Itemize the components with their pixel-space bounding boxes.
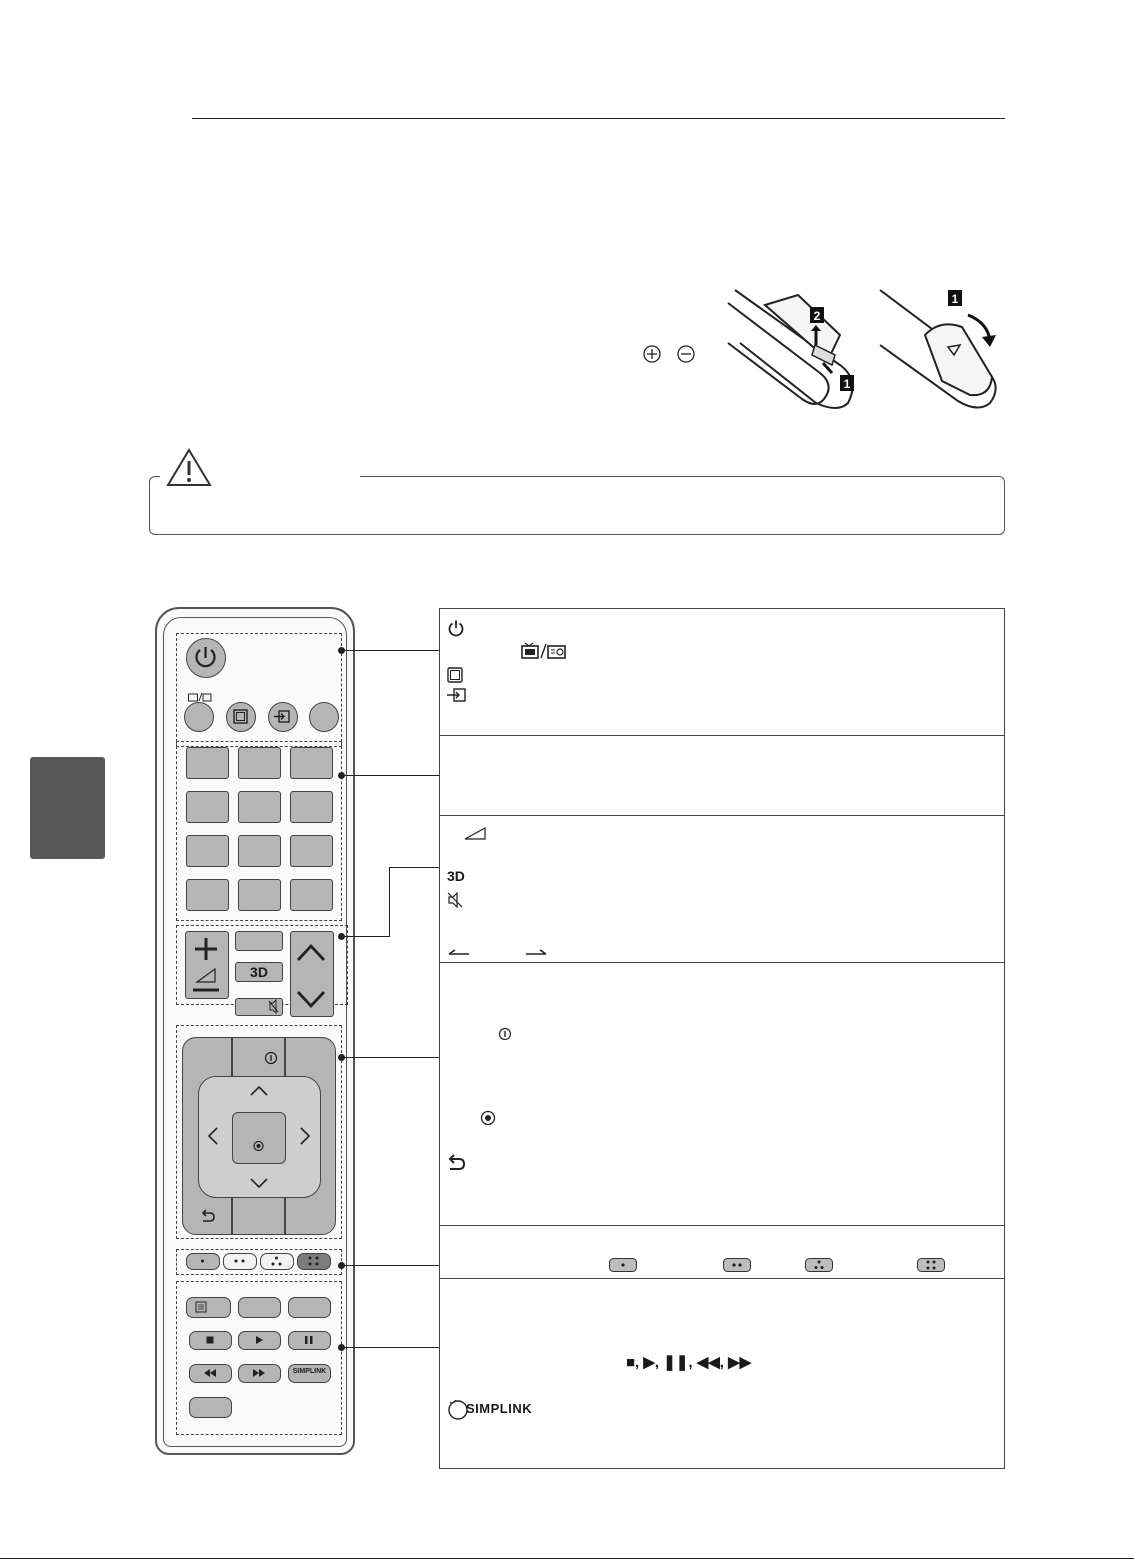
remote-pause-button[interactable] <box>288 1331 331 1350</box>
header-rule <box>192 118 1005 119</box>
remote-color-key-4[interactable] <box>297 1253 331 1270</box>
tv-radio-icon <box>188 689 212 699</box>
remote-simplink-label: SIMPLINK <box>292 1368 327 1375</box>
leader-line-power <box>342 650 439 651</box>
remote-number-button[interactable] <box>186 791 229 823</box>
caution-box <box>149 476 1005 535</box>
remote-window-button[interactable] <box>226 702 256 732</box>
remote-number-button[interactable] <box>290 747 333 779</box>
table-row-divider <box>440 815 1004 816</box>
arrow-right-icon <box>525 943 547 951</box>
remote-playback-button[interactable] <box>288 1297 331 1318</box>
remote-input-button[interactable] <box>268 702 298 732</box>
remote-color-key-2[interactable] <box>223 1253 257 1270</box>
remote-number-button[interactable] <box>186 879 229 911</box>
remote-tv-radio-button[interactable] <box>184 702 214 732</box>
remote-number-button[interactable] <box>238 835 281 867</box>
color-key-4-dots-icon <box>917 1258 945 1272</box>
input-icon <box>446 687 466 703</box>
leader-dot <box>338 1262 345 1269</box>
remote-color-key-3[interactable] <box>260 1253 294 1270</box>
back-icon[interactable] <box>200 1209 216 1223</box>
remote-simplink-button[interactable] <box>288 1364 331 1383</box>
tv-radio-icon <box>521 642 566 659</box>
button-description-table <box>439 608 1005 1469</box>
arrow-left-icon <box>448 943 470 951</box>
3d-icon <box>447 868 469 882</box>
table-row-divider <box>440 1225 1004 1226</box>
remote-number-button[interactable] <box>290 835 333 867</box>
info-icon[interactable] <box>264 1051 278 1065</box>
remote-control-illustration <box>155 607 355 1455</box>
battery-cover-open-illustration <box>720 285 870 415</box>
volume-wedge-icon <box>463 827 487 841</box>
remote-rewind-button[interactable] <box>189 1364 232 1383</box>
battery-polarity-symbols <box>641 344 699 364</box>
leader-dot <box>338 933 345 940</box>
remote-channel-rocker[interactable] <box>290 931 334 1017</box>
leader-line-numpad <box>342 775 439 776</box>
warning-triangle-icon <box>164 447 214 487</box>
remote-number-button[interactable] <box>186 747 229 779</box>
back-icon <box>446 1154 466 1172</box>
battery-cover-close-illustration <box>870 285 1010 415</box>
remote-number-button[interactable] <box>238 791 281 823</box>
remote-number-button[interactable] <box>290 879 333 911</box>
table-row-divider <box>440 735 1004 736</box>
leader-dot <box>338 647 345 654</box>
remote-3d-button[interactable] <box>235 962 283 982</box>
color-key-2-dots-icon <box>723 1258 751 1272</box>
simplink-logo-text: SIMPLINK <box>466 1401 533 1416</box>
svg-text:2: 2 <box>813 309 821 323</box>
remote-bottom-button[interactable] <box>189 1397 232 1418</box>
panel-divider <box>231 1195 233 1235</box>
remote-small-button[interactable] <box>235 931 283 951</box>
3d-icon-label: 3D <box>447 868 465 884</box>
panel-divider <box>284 1195 286 1235</box>
remote-power-button[interactable] <box>186 638 226 678</box>
remote-mute-button[interactable] <box>235 998 283 1016</box>
remote-volume-rocker[interactable] <box>185 931 229 999</box>
power-icon <box>447 619 465 637</box>
leader-line-navigation <box>342 1057 439 1058</box>
leader-dot <box>338 1344 345 1351</box>
remote-play-button[interactable] <box>238 1331 281 1350</box>
remote-text-button[interactable] <box>186 1297 231 1318</box>
mute-icon <box>447 892 463 908</box>
playback-controls-icon: ■, ▶, ❚❚, ◀◀, ▶▶ <box>626 1354 752 1371</box>
remote-stop-button[interactable] <box>189 1331 232 1350</box>
window-icon <box>447 667 463 683</box>
remote-number-button[interactable] <box>238 747 281 779</box>
remote-number-button[interactable] <box>238 879 281 911</box>
remote-3d-label: 3D <box>250 964 268 980</box>
leader-dot <box>338 1054 345 1061</box>
leader-line-volume <box>342 936 389 937</box>
leader-line-volume-top <box>389 867 439 868</box>
svg-text:1: 1 <box>951 292 959 306</box>
remote-number-button[interactable] <box>186 835 229 867</box>
chapter-side-tab <box>30 757 105 859</box>
remote-fast-forward-button[interactable] <box>238 1364 281 1383</box>
leader-line-color-keys <box>342 1265 439 1266</box>
leader-dot <box>338 772 345 779</box>
info-icon <box>498 1027 512 1041</box>
remote-playback-button[interactable] <box>238 1297 281 1318</box>
color-key-3-dots-icon <box>805 1258 833 1272</box>
ok-icon <box>480 1110 496 1126</box>
remote-number-button[interactable] <box>290 791 333 823</box>
simplink-logo-icon <box>446 1398 542 1420</box>
footer-rule <box>0 1558 1134 1559</box>
table-row-divider <box>440 1278 1004 1279</box>
leader-line-playback <box>342 1347 439 1348</box>
table-row-divider <box>440 962 1004 963</box>
color-key-1-dot-icon <box>609 1258 637 1272</box>
leader-line-volume-vertical <box>389 867 390 937</box>
remote-ok-button[interactable] <box>232 1112 286 1164</box>
remote-extra-round-button[interactable] <box>309 702 339 732</box>
remote-color-key-1[interactable] <box>186 1253 220 1270</box>
svg-text:1: 1 <box>843 377 851 391</box>
